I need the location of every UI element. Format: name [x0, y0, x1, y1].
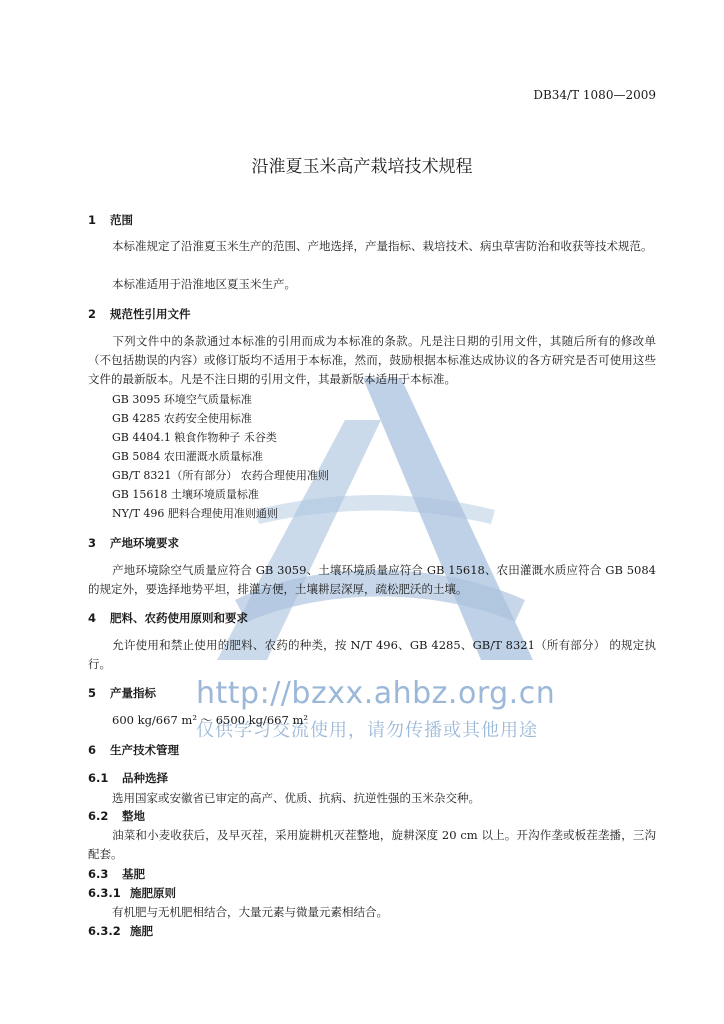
section-3-heading — [88, 535, 179, 551]
subsection-6-3-heading — [88, 866, 145, 882]
section-5-heading — [88, 685, 156, 701]
paragraph-text: 选用国家或安徽省已审定的高产、优质、抗病、抗逆性强的玉米杂交种。 — [112, 791, 480, 805]
section-title: 产地环境要求 — [110, 536, 179, 550]
paragraph — [88, 561, 656, 599]
standard-code: DB34/T 1080—2009 — [533, 88, 656, 102]
section-number: 3 — [88, 536, 97, 550]
section-title: 范围 — [110, 213, 133, 227]
reference-item: GB 4404.1 粮食作物种子 禾谷类 — [112, 431, 277, 444]
document-title: 沿淮夏玉米高产栽培技术规程 — [251, 157, 473, 177]
reference-item: GB 5084 农田灌溉水质量标准 — [112, 450, 263, 463]
section-title: 整地 — [122, 809, 145, 823]
section-number: 6.2 — [88, 809, 109, 823]
paragraph-text: 允许使用和禁止使用的肥料、农药的种类，按 N/T 496、GB 4285、GB/T 8321（所有部分） 的规定执行。 — [88, 638, 656, 671]
section-number: 6.3.2 — [88, 924, 121, 938]
section-number: 6.1 — [88, 771, 109, 785]
section-number: 6.3 — [88, 867, 109, 881]
paragraph-text: 本标准规定了沿淮夏玉米生产的范围、产地选择，产量指标、栽培技术、病虫草害防治和收获等技术规范。 — [112, 239, 653, 253]
section-title: 生产技术管理 — [110, 743, 179, 757]
section-number: 6 — [88, 743, 97, 757]
subsection-6-3-1-heading — [88, 885, 176, 901]
section-title: 规范性引用文件 — [110, 307, 191, 321]
section-title: 品种选择 — [122, 771, 168, 785]
paragraph-text: 600 kg/667 m² ～ 6500 kg/667 m² — [112, 713, 308, 727]
section-2-heading — [88, 306, 191, 322]
section-number: 1 — [88, 213, 97, 227]
section-number: 6.3.1 — [88, 886, 121, 900]
section-4-heading — [88, 610, 248, 626]
paragraph — [88, 711, 656, 730]
paragraph — [88, 789, 656, 808]
paragraph — [88, 275, 656, 294]
section-number: 5 — [88, 686, 97, 700]
watermark-note: 仅供学习交流使用，请勿传播或其他用途 — [196, 720, 538, 741]
reference-item: GB 3095 环境空气质量标准 — [112, 393, 252, 406]
paragraph-text: 油菜和小麦收获后，及早灭茬，采用旋耕机灭茬整地，旋耕深度 20 cm 以上。开沟作垄或板茬垄播，三沟配套。 — [88, 828, 656, 861]
paragraph-text: 产地环境除空气质量应符合 GB 3059、土壤环境质量应符合 GB 15618、农田灌溉水质应符合 GB 5084 的规定外，要选择地势平坦，排灌方便，土壤耕层深厚，疏松肥沃的土壤。 — [88, 563, 656, 596]
paragraph — [88, 903, 656, 922]
reference-item: GB 4285 农药安全使用标准 — [112, 412, 252, 425]
reference-item: GB 15618 土壤环境质量标准 — [112, 488, 259, 501]
paragraph — [88, 237, 656, 256]
section-title: 施肥 — [130, 924, 153, 938]
reference-item: GB/T 8321（所有部分） 农药合理使用准则 — [112, 469, 329, 482]
reference-item: NY/T 496 肥料合理使用准则通则 — [112, 507, 278, 520]
paragraph-text: 有机肥与无机肥相结合，大量元素与微量元素相结合。 — [112, 905, 388, 919]
subsection-6-2-heading — [88, 808, 145, 824]
section-title: 基肥 — [122, 867, 145, 881]
section-number: 4 — [88, 611, 97, 625]
paragraph-text: 本标准适用于沿淮地区夏玉米生产。 — [112, 277, 296, 291]
watermark-url: http://bzxx.ahbz.org.cn — [196, 676, 556, 711]
section-6-heading — [88, 742, 179, 758]
paragraph — [88, 826, 656, 864]
section-1-heading — [88, 212, 133, 228]
section-number: 2 — [88, 307, 97, 321]
paragraph — [88, 332, 656, 389]
subsection-6-3-2-heading — [88, 923, 153, 939]
section-title: 肥料、农药使用原则和要求 — [110, 611, 248, 625]
paragraph — [88, 636, 656, 674]
section-title: 产量指标 — [110, 686, 156, 700]
section-title: 施肥原则 — [130, 886, 176, 900]
subsection-6-1-heading — [88, 770, 168, 786]
paragraph-text: 下列文件中的条款通过本标准的引用而成为本标准的条款。凡是注日期的引用文件，其随后所有的修改单（不包括勘误的内容）或修订版均不适用于本标准，然而，鼓励根据本标准达成协议的各方研究是否可使用这些文件的最新版本。凡是不注日期的引用文件，其最新版本适用于本标准。 — [88, 334, 656, 386]
